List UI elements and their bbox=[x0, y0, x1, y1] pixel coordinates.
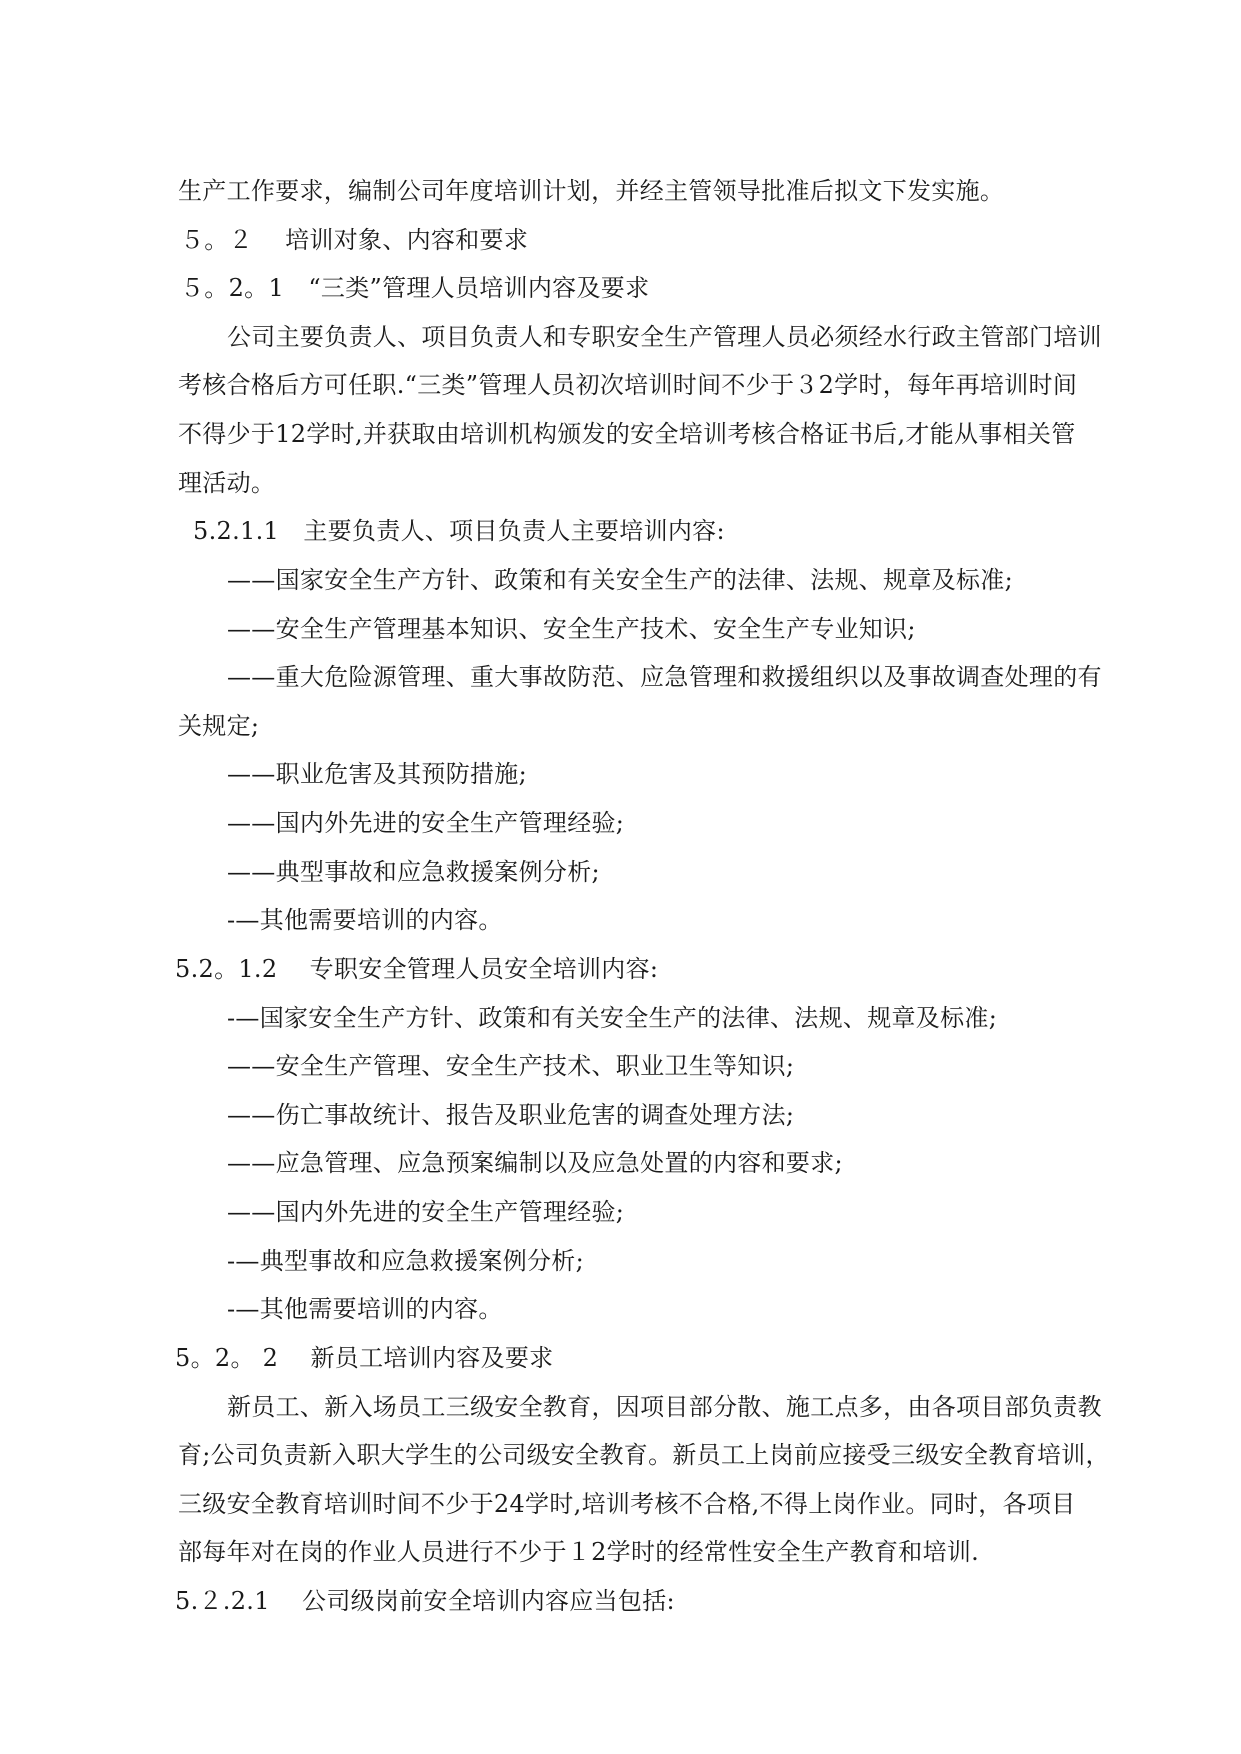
section-heading: 5.２.2.1 公司级岗前安全培训内容应当包括: bbox=[175, 1587, 675, 1615]
list-item: -—其他需要培训的内容。 bbox=[227, 1295, 503, 1323]
list-item: ——安全生产管理基本知识、安全生产技术、安全生产专业知识; bbox=[227, 615, 916, 643]
list-item: -—国家安全生产方针、政策和有关安全生产的法律、法规、规章及标准; bbox=[227, 1004, 998, 1032]
list-item: -—典型事故和应急救援案例分析; bbox=[227, 1247, 584, 1275]
list-item: ——国内外先进的安全生产管理经验; bbox=[227, 809, 625, 837]
section-heading: ５。２ 培训对象、内容和要求 bbox=[180, 226, 529, 254]
list-item-continued: 关规定; bbox=[178, 712, 260, 740]
list-item: ——国家安全生产方针、政策和有关安全生产的法律、法规、规章及标准; bbox=[227, 566, 1013, 594]
list-item: ——职业危害及其预防措施; bbox=[227, 760, 527, 788]
section-heading: 5.2.1.1 主要负责人、项目负责人主要培训内容: bbox=[193, 517, 725, 545]
paragraph-line: 理活动。 bbox=[178, 469, 276, 497]
list-item: ——应急管理、应急预案编制以及应急处置的内容和要求; bbox=[227, 1149, 843, 1177]
paragraph-line: 三级安全教育培训时间不少于24学时,培训考核不合格,不得上岗作业。同时，各项目 bbox=[178, 1490, 1076, 1518]
paragraph-line: 公司主要负责人、项目负责人和专职安全生产管理人员必须经水行政主管部门培训 bbox=[227, 323, 1102, 351]
list-item: -—其他需要培训的内容。 bbox=[227, 906, 503, 934]
paragraph-line: 新员工、新入场员工三级安全教育，因项目部分散、施工点多，由各项目部负责教 bbox=[227, 1393, 1102, 1421]
paragraph-line: 不得少于12学时,并获取由培训机构颁发的安全培训考核合格证书后,才能从事相关管 bbox=[178, 420, 1076, 448]
paragraph-line: 育;公司负责新入职大学生的公司级安全教育。新员工上岗前应接受三级安全教育培训， bbox=[178, 1441, 1110, 1469]
paragraph-line: 部每年对在岗的作业人员进行不少于１2学时的经常性安全生产教育和培训. bbox=[178, 1538, 980, 1566]
paragraph-line: 考核合格后方可任职.“三类”管理人员初次培训时间不少于３2学时，每年再培训时间 bbox=[178, 371, 1078, 399]
list-item: ——伤亡事故统计、报告及职业危害的调查处理方法; bbox=[227, 1101, 795, 1129]
section-heading: 5.2。1.2 专职安全管理人员安全培训内容: bbox=[175, 955, 659, 983]
section-heading: 5。2。 2 新员工培训内容及要求 bbox=[175, 1344, 554, 1372]
list-item: ——重大危险源管理、重大事故防范、应急管理和救援组织以及事故调查处理的有 bbox=[227, 663, 1102, 691]
text-line: 生产工作要求，编制公司年度培训计划，并经主管领导批准后拟文下发实施。 bbox=[178, 177, 1005, 205]
list-item: ——安全生产管理、安全生产技术、职业卫生等知识; bbox=[227, 1052, 795, 1080]
section-heading: ５。2。1 “三类”管理人员培训内容及要求 bbox=[180, 274, 650, 302]
list-item: ——典型事故和应急救援案例分析; bbox=[227, 858, 600, 886]
list-item: ——国内外先进的安全生产管理经验; bbox=[227, 1198, 625, 1226]
